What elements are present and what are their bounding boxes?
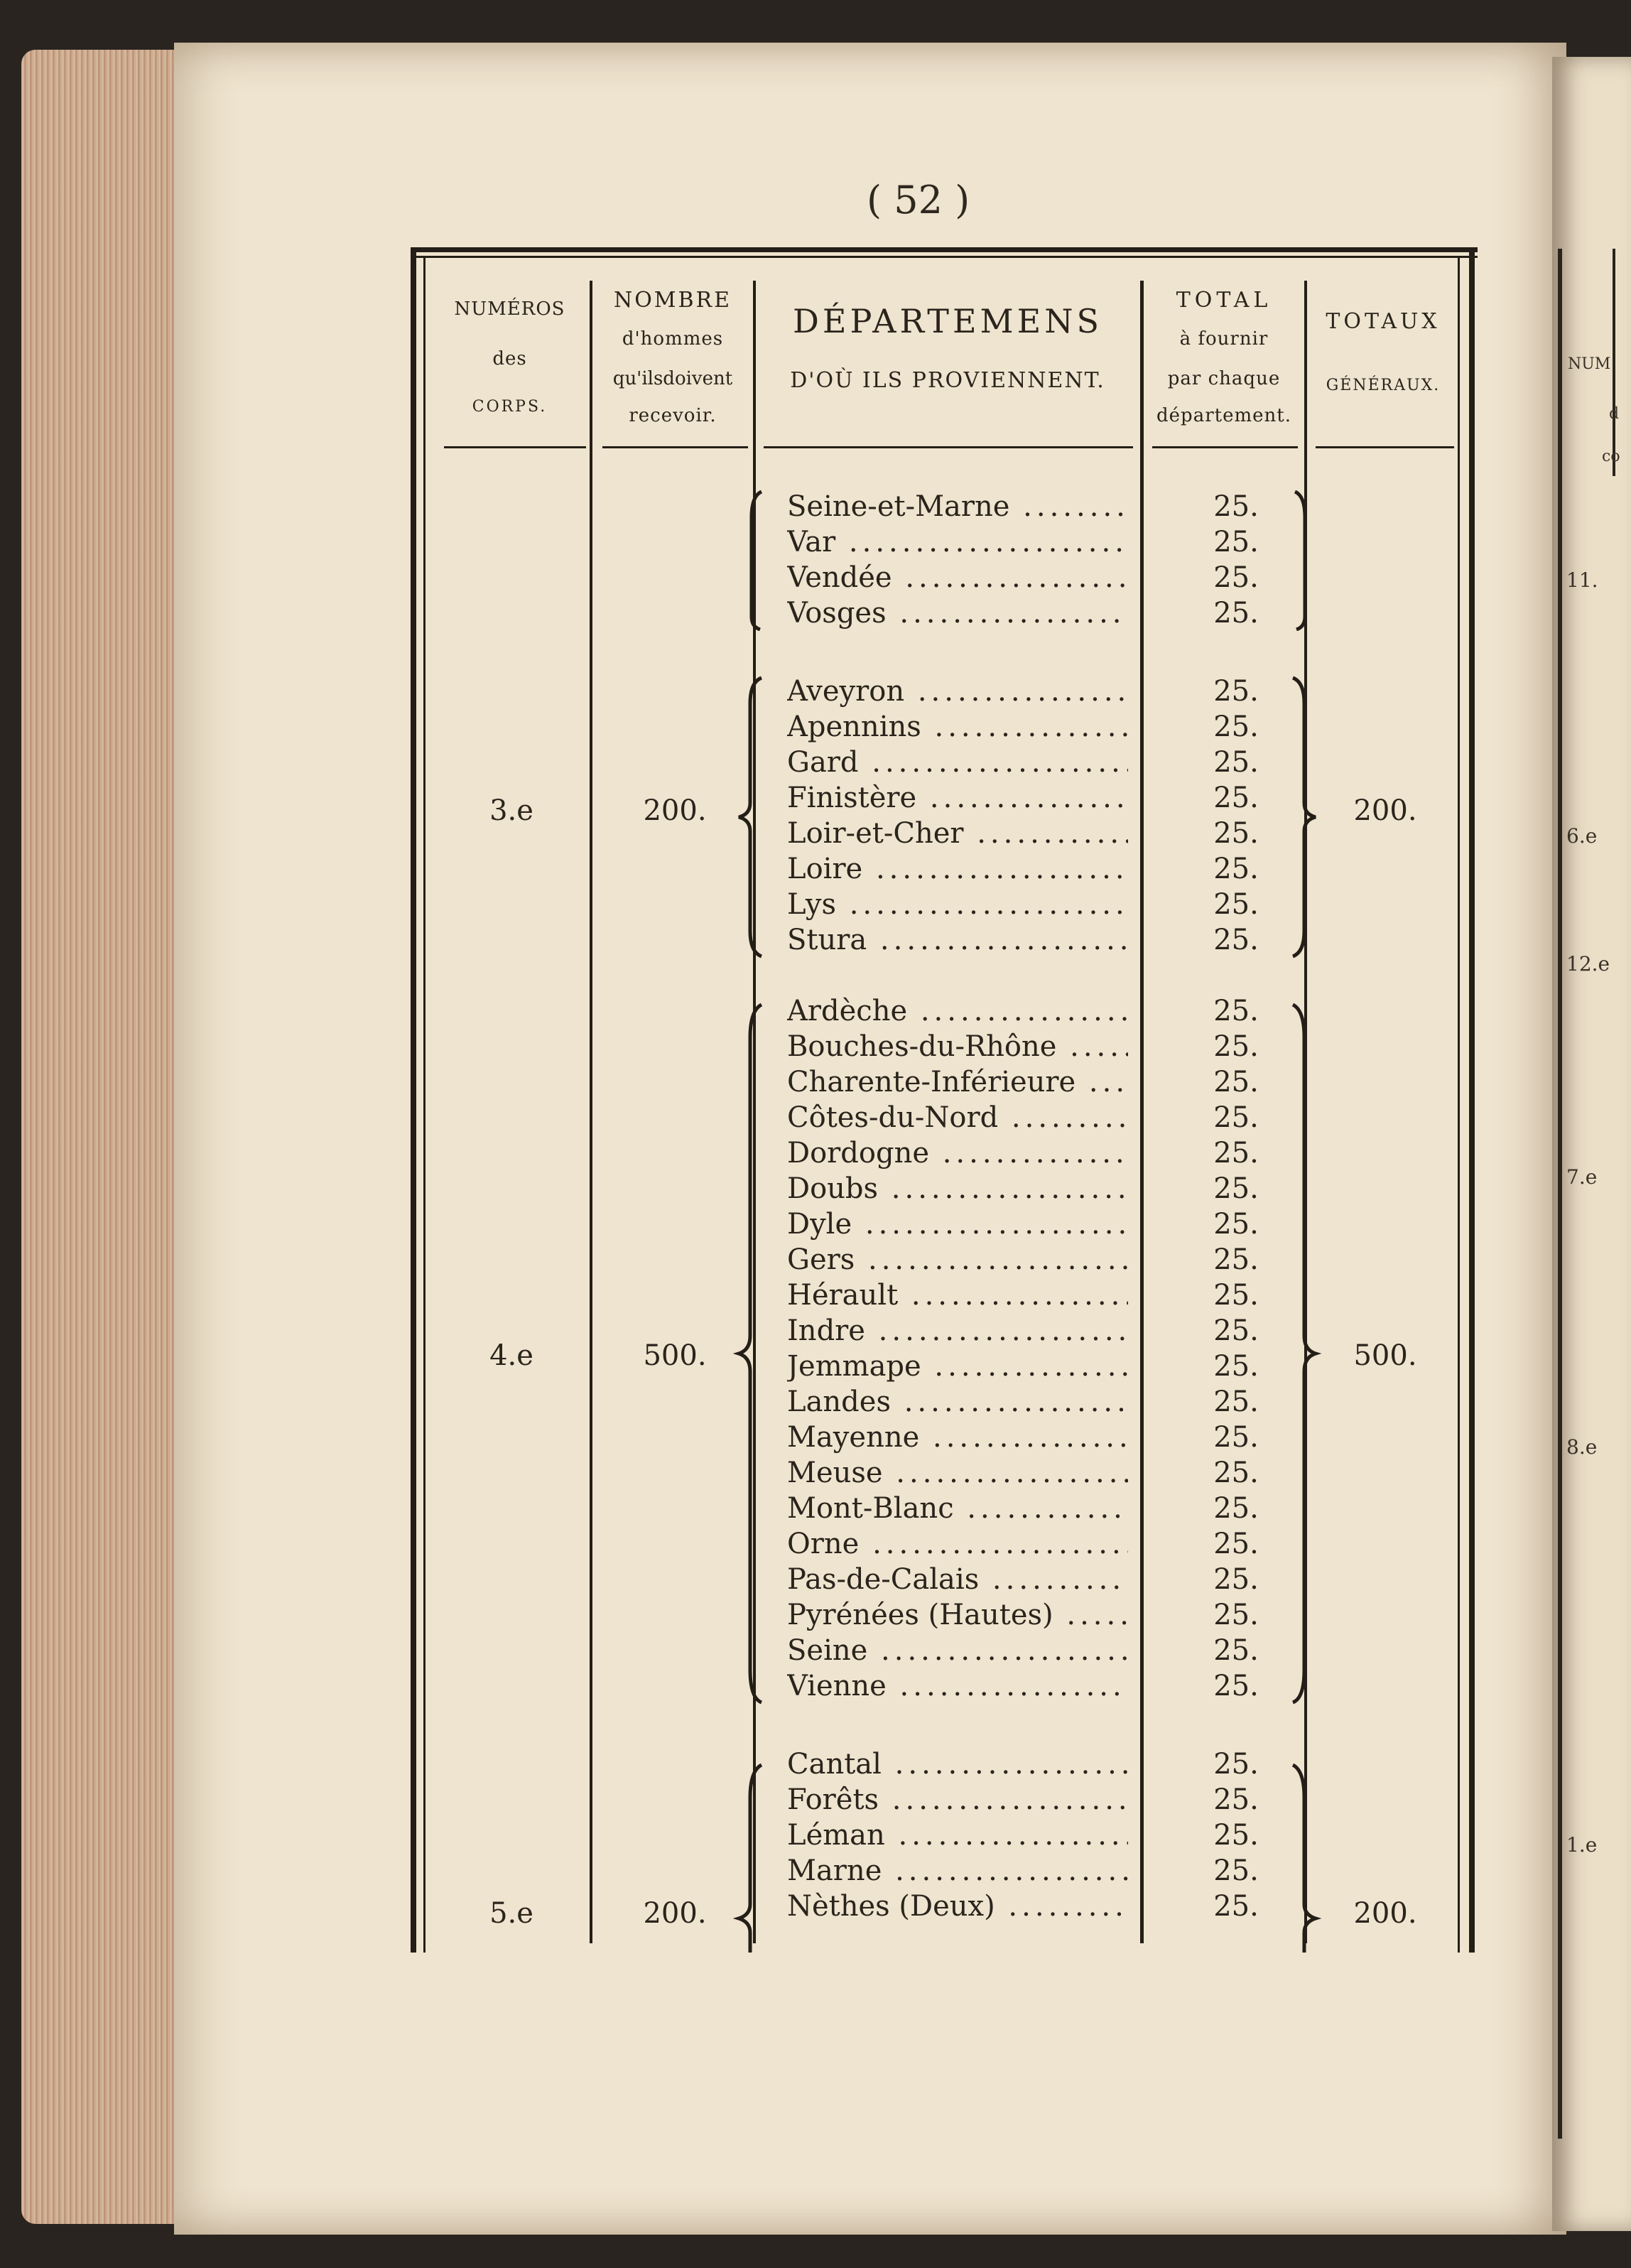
- corps-number: 5.e: [489, 1897, 533, 1930]
- right-brace: [1287, 1002, 1323, 1705]
- header-dhommes: d'hommes: [622, 328, 724, 350]
- header-underline-5: [1316, 446, 1454, 448]
- men-count: 200.: [643, 794, 707, 827]
- header-totaux: TOTAUX: [1326, 309, 1441, 334]
- department-total: 25.: [1213, 1386, 1259, 1418]
- header-par-chaque: par chaque: [1167, 368, 1281, 389]
- department-name: Loir-et-Cher .....: [787, 816, 1128, 851]
- department-total: 25.: [1213, 1101, 1259, 1134]
- right-outer-rule: [1469, 247, 1475, 1953]
- next-page-fragment: 7.e: [1566, 1165, 1598, 1189]
- department-name: Mont-Blanc .....: [787, 1491, 1128, 1526]
- department-name: Vendée .....: [787, 560, 1128, 595]
- right-brace: [1287, 1762, 1323, 1953]
- department-name: Cantal .....: [787, 1746, 1128, 1782]
- header-underline-3: [764, 446, 1133, 448]
- department-name: Marne .....: [787, 1853, 1128, 1889]
- header-provenance: D'OÙ ILS PROVIENNENT.: [790, 368, 1105, 393]
- department-name: Vosges .....: [787, 595, 1128, 631]
- top-rule: [411, 247, 1478, 252]
- department-name: Doubs .....: [787, 1171, 1128, 1206]
- next-page-header-co: co: [1602, 448, 1620, 465]
- left-brace: [732, 1002, 767, 1705]
- department-name: Pas-de-Calais .....: [787, 1562, 1128, 1597]
- department-name: Forêts .....: [787, 1782, 1128, 1818]
- next-page-fragment: 8.e: [1566, 1435, 1598, 1459]
- right-brace: [1289, 489, 1318, 631]
- department-total: 25.: [1213, 1854, 1259, 1887]
- department-name: Léman .....: [787, 1818, 1128, 1853]
- department-name: Pyrénées (Hautes) .....: [787, 1597, 1128, 1633]
- department-name: Jemmape .....: [787, 1349, 1128, 1384]
- department-total: 25.: [1213, 675, 1259, 708]
- department-total: 25.: [1213, 1279, 1259, 1312]
- header-departemens: DÉPARTEMENS: [793, 302, 1102, 340]
- department-name: Seine .....: [787, 1633, 1128, 1668]
- next-page-fragment: 12.e: [1566, 952, 1610, 976]
- department-name: Landes .....: [787, 1384, 1128, 1420]
- department-total: 25.: [1213, 1208, 1259, 1241]
- department-name: Vienne .....: [787, 1668, 1128, 1704]
- department-name: Meuse .....: [787, 1455, 1128, 1491]
- department-name: Bouches-du-Rhône .....: [787, 1029, 1128, 1064]
- general-total: 200.: [1353, 794, 1417, 827]
- header-recevoir: recevoir.: [629, 405, 717, 426]
- header-total: TOTAL: [1176, 288, 1272, 313]
- department-total: 25.: [1213, 1421, 1259, 1454]
- next-page-rule: [1558, 249, 1562, 2139]
- department-name: Loire .....: [787, 851, 1128, 887]
- department-name: Aveyron .....: [787, 674, 1128, 709]
- header-underline-4: [1152, 446, 1298, 448]
- men-count: 200.: [643, 1897, 707, 1930]
- department-total: 25.: [1213, 1457, 1259, 1489]
- department-total: 25.: [1213, 1563, 1259, 1596]
- department-name: Var .....: [787, 524, 1128, 560]
- top-rule-inner: [411, 256, 1478, 258]
- next-page-fragment: 11.: [1566, 568, 1598, 592]
- header-quilsdoivent: qu'ilsdoivent: [612, 368, 733, 389]
- department-name: Mayenne .....: [787, 1420, 1128, 1455]
- page-number: ( 52 ): [867, 178, 970, 222]
- department-total: 25.: [1213, 782, 1259, 814]
- department-total: 25.: [1213, 1172, 1259, 1205]
- department-total: 25.: [1213, 1670, 1259, 1702]
- department-total: 25.: [1213, 490, 1259, 523]
- department-total: 25.: [1213, 1528, 1259, 1560]
- department-name: Ardèche .....: [787, 993, 1128, 1029]
- department-name: Charente-Inférieure .....: [787, 1064, 1128, 1100]
- next-page-header-d: d: [1609, 405, 1620, 423]
- department-total: 25.: [1213, 1314, 1259, 1347]
- col-divider-1: [590, 281, 592, 1943]
- left-brace: [739, 489, 767, 631]
- department-name: Seine-et-Marne .....: [787, 489, 1128, 524]
- department-total: 25.: [1213, 1066, 1259, 1098]
- next-page-edge: [1552, 57, 1631, 2231]
- department-name: Lys .....: [787, 887, 1128, 922]
- general-total: 200.: [1353, 1897, 1417, 1930]
- general-total: 500.: [1353, 1339, 1417, 1372]
- department-total: 25.: [1213, 597, 1259, 630]
- header-underline-2: [602, 446, 748, 448]
- department-name: Apennins .....: [787, 709, 1128, 745]
- department-total: 25.: [1213, 746, 1259, 779]
- department-total: 25.: [1213, 1350, 1259, 1383]
- next-page-rule: [1613, 249, 1615, 476]
- department-total: 25.: [1213, 888, 1259, 921]
- right-inner-rule: [1458, 256, 1460, 1953]
- department-name: Indre .....: [787, 1313, 1128, 1349]
- header-generaux: GÉNÉRAUX.: [1326, 377, 1441, 394]
- department-total: 25.: [1213, 995, 1259, 1027]
- header-a-fournir: à fournir: [1179, 328, 1269, 350]
- department-name: Hérault .....: [787, 1278, 1128, 1313]
- department-name: Orne .....: [787, 1526, 1128, 1562]
- department-total: 25.: [1213, 1783, 1259, 1816]
- right-brace: [1287, 675, 1323, 959]
- department-total: 25.: [1213, 1030, 1259, 1063]
- department-name: Gard .....: [787, 745, 1128, 780]
- department-total: 25.: [1213, 526, 1259, 558]
- header-departement: département.: [1156, 405, 1291, 426]
- department-total: 25.: [1213, 853, 1259, 885]
- header-numeros: NUMÉROS: [454, 298, 565, 320]
- corps-number: 4.e: [489, 1339, 533, 1372]
- header-des: des: [492, 348, 527, 369]
- header-nombre: NOMBRE: [613, 288, 732, 313]
- department-total: 25.: [1213, 1819, 1259, 1852]
- col-divider-3: [1140, 281, 1144, 1943]
- next-page-fragment: 6.e: [1566, 824, 1598, 848]
- department-name: Côtes-du-Nord .....: [787, 1100, 1128, 1135]
- left-brace: [732, 1762, 767, 1953]
- department-total: 25.: [1213, 1492, 1259, 1525]
- department-name: Gers .....: [787, 1242, 1128, 1278]
- department-total: 25.: [1213, 1634, 1259, 1667]
- men-count: 500.: [643, 1339, 707, 1372]
- department-total: 25.: [1213, 1137, 1259, 1170]
- left-inner-rule: [423, 256, 426, 1953]
- header-corps: CORPS.: [472, 398, 548, 416]
- next-page-header: NUM: [1568, 355, 1611, 373]
- department-total: 25.: [1213, 711, 1259, 743]
- department-name: Finistère .....: [787, 780, 1128, 816]
- department-total: 25.: [1213, 1599, 1259, 1631]
- department-name: Dyle .....: [787, 1206, 1128, 1242]
- department-total: 25.: [1213, 561, 1259, 594]
- department-total: 25.: [1213, 1748, 1259, 1781]
- left-brace: [732, 675, 767, 959]
- next-page-fragment: 1.e: [1566, 1833, 1598, 1857]
- department-name: Stura .....: [787, 922, 1128, 958]
- department-total: 25.: [1213, 1243, 1259, 1276]
- department-name: Nèthes (Deux) .....: [787, 1889, 1128, 1924]
- department-name: Dordogne .....: [787, 1135, 1128, 1171]
- department-total: 25.: [1213, 1890, 1259, 1923]
- department-total: 25.: [1213, 817, 1259, 850]
- department-total: 25.: [1213, 924, 1259, 956]
- header-underline-1: [444, 446, 586, 448]
- corps-number: 3.e: [489, 794, 533, 827]
- left-outer-rule: [411, 247, 416, 1953]
